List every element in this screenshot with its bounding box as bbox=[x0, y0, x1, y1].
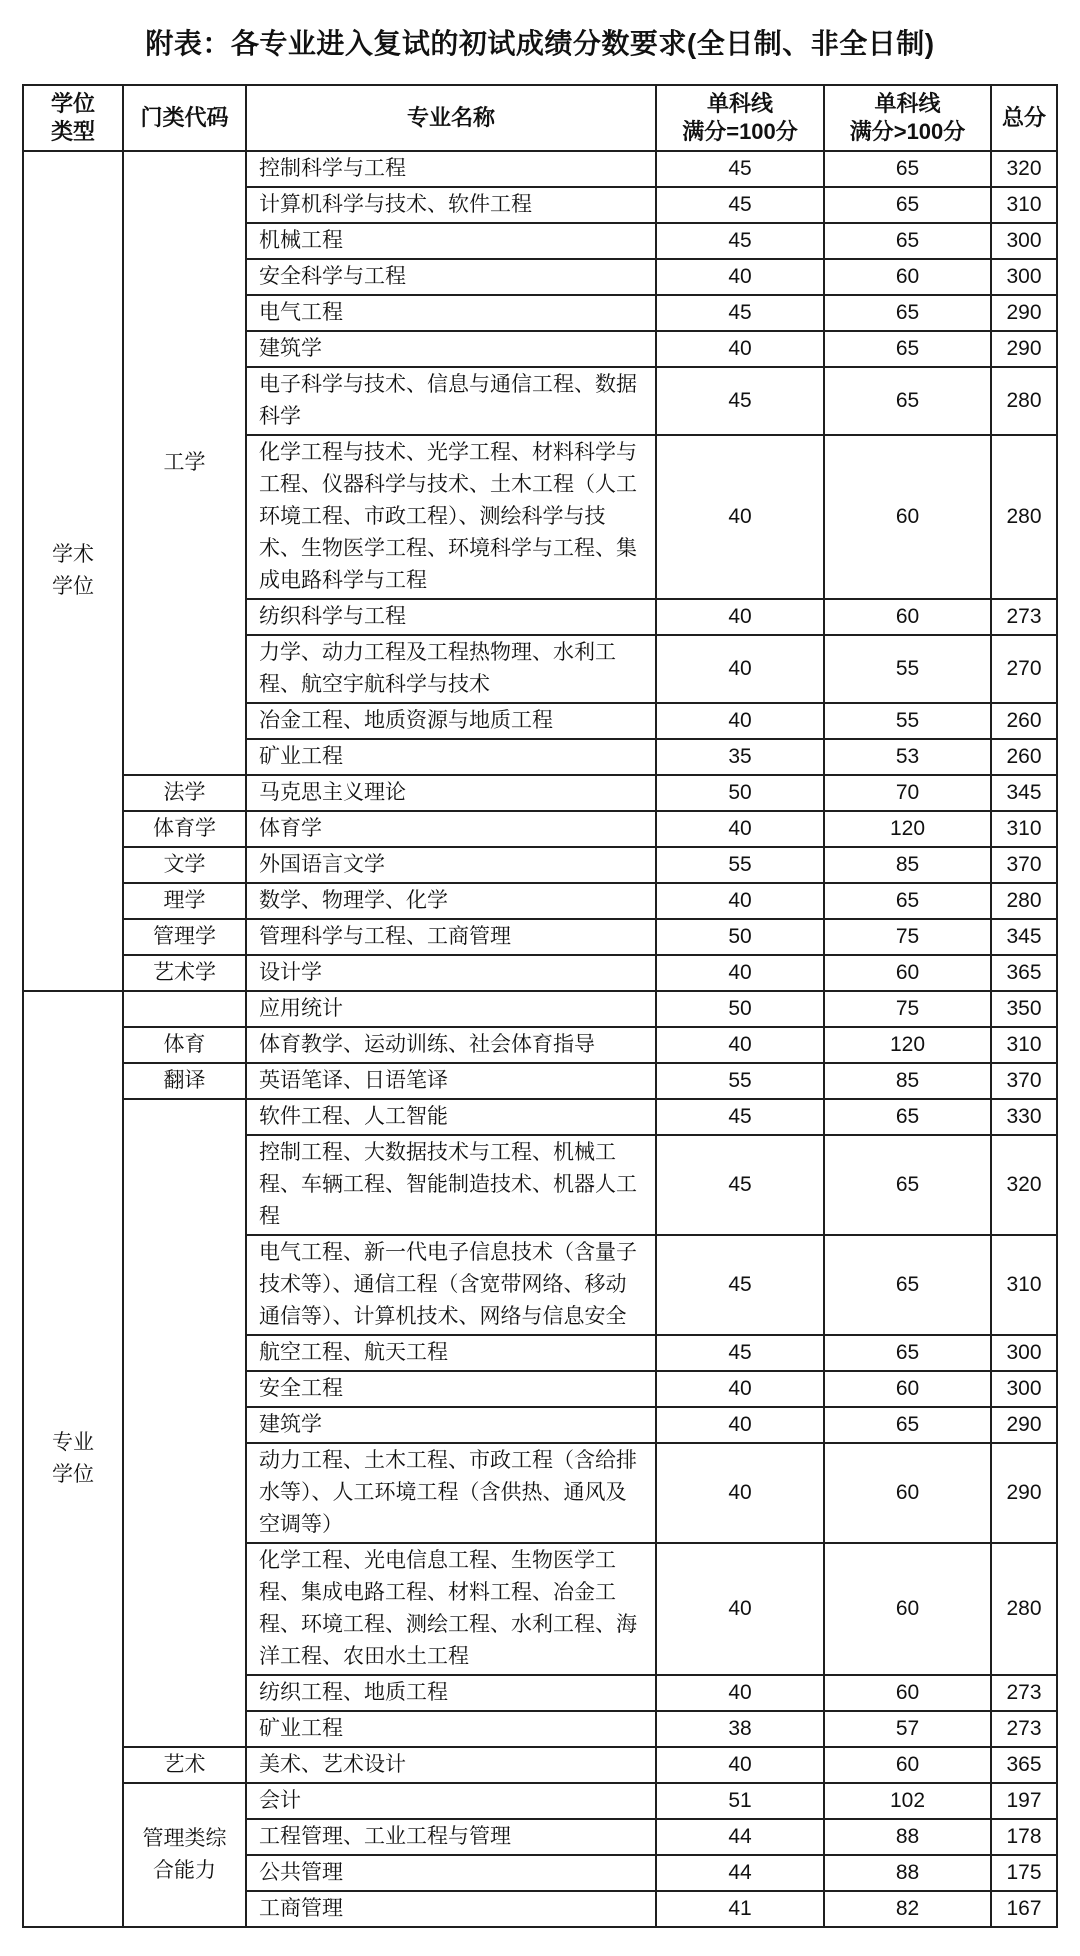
category-code-cell bbox=[123, 1783, 246, 1927]
score-max100-cell: 45 bbox=[656, 187, 824, 223]
total-score-cell: 310 bbox=[991, 1235, 1057, 1335]
score-max100-cell: 40 bbox=[656, 703, 824, 739]
table-row bbox=[23, 1027, 1057, 1063]
score-over100-cell: 65 bbox=[824, 223, 991, 259]
score-max100-cell: 55 bbox=[656, 847, 824, 883]
major-name-cell: 建筑学 bbox=[246, 1407, 656, 1443]
category-code-cell bbox=[123, 1063, 246, 1099]
major-name-cell: 矿业工程 bbox=[246, 1711, 656, 1747]
score-max100-cell: 45 bbox=[656, 151, 824, 187]
major-name-cell: 外国语言文学 bbox=[246, 847, 656, 883]
score-max100-cell: 45 bbox=[656, 223, 824, 259]
score-over100-cell: 88 bbox=[824, 1855, 991, 1891]
category-code-cell bbox=[123, 151, 246, 775]
major-name-cell: 美术、艺术设计 bbox=[246, 1747, 656, 1783]
total-score-cell: 167 bbox=[991, 1891, 1057, 1927]
total-score-cell: 290 bbox=[991, 1443, 1057, 1543]
total-score-cell: 320 bbox=[991, 151, 1057, 187]
major-name-cell: 化学工程与技术、光学工程、材料科学与工程、仪器科学与技术、土木工程（人工环境工程、市政工程）、测绘科学与技术、生物医学工程、环境科学与工程、集成电路科学与工程 bbox=[246, 435, 656, 599]
major-name-cell: 航空工程、航天工程 bbox=[246, 1335, 656, 1371]
total-score-cell: 273 bbox=[991, 1711, 1057, 1747]
category-code-cell-label: 法学 bbox=[163, 781, 206, 804]
category-code-cell-label: 工学 bbox=[163, 451, 206, 474]
score-max100-cell: 45 bbox=[656, 367, 824, 435]
score-over100-cell: 120 bbox=[824, 811, 991, 847]
score-max100-cell: 40 bbox=[656, 1543, 824, 1675]
major-name-cell: 马克思主义理论 bbox=[246, 775, 656, 811]
major-name-cell: 安全科学与工程 bbox=[246, 259, 656, 295]
major-name-cell: 矿业工程 bbox=[246, 739, 656, 775]
score-max100-cell: 44 bbox=[656, 1855, 824, 1891]
score-over100-cell: 75 bbox=[824, 919, 991, 955]
total-score-cell: 290 bbox=[991, 295, 1057, 331]
total-score-cell: 300 bbox=[991, 1335, 1057, 1371]
score-max100-cell: 45 bbox=[656, 1099, 824, 1135]
table-row bbox=[23, 1747, 1057, 1783]
major-name-cell: 工商管理 bbox=[246, 1891, 656, 1927]
score-max100-cell: 35 bbox=[656, 739, 824, 775]
header-single-line-max100 bbox=[656, 85, 824, 151]
score-over100-cell: 60 bbox=[824, 1747, 991, 1783]
score-over100-cell: 53 bbox=[824, 739, 991, 775]
score-over100-cell: 57 bbox=[824, 1711, 991, 1747]
score-max100-cell: 40 bbox=[656, 599, 824, 635]
category-code-cell bbox=[123, 1027, 246, 1063]
score-over100-cell: 65 bbox=[824, 295, 991, 331]
total-score-cell: 310 bbox=[991, 187, 1057, 223]
score-max100-cell: 45 bbox=[656, 1235, 824, 1335]
total-score-cell: 290 bbox=[991, 1407, 1057, 1443]
category-code-cell-label: 艺术 bbox=[163, 1753, 206, 1776]
score-over100-cell: 65 bbox=[824, 1407, 991, 1443]
score-max100-cell: 40 bbox=[656, 259, 824, 295]
score-max100-cell: 50 bbox=[656, 919, 824, 955]
total-score-cell: 310 bbox=[991, 1027, 1057, 1063]
major-name-cell: 电气工程、新一代电子信息技术（含量子技术等）、通信工程（含宽带网络、移动通信等）、计算机技术、网络与信息安全 bbox=[246, 1235, 656, 1335]
header-single-line-over100 bbox=[824, 85, 991, 151]
header-major-name: 专业名称 bbox=[246, 85, 656, 151]
score-max100-cell: 50 bbox=[656, 991, 824, 1027]
score-max100-cell: 40 bbox=[656, 811, 824, 847]
score-max100-cell: 40 bbox=[656, 1747, 824, 1783]
category-code-cell bbox=[123, 847, 246, 883]
score-over100-cell: 60 bbox=[824, 259, 991, 295]
total-score-cell: 300 bbox=[991, 1371, 1057, 1407]
score-over100-cell: 75 bbox=[824, 991, 991, 1027]
major-name-cell: 机械工程 bbox=[246, 223, 656, 259]
degree-type-cell-label: 学术学位 bbox=[51, 543, 94, 598]
score-max100-cell: 41 bbox=[656, 1891, 824, 1927]
major-name-cell: 设计学 bbox=[246, 955, 656, 991]
score-max100-cell: 40 bbox=[656, 1407, 824, 1443]
total-score-cell: 280 bbox=[991, 435, 1057, 599]
category-code-cell-label: 管理学 bbox=[153, 925, 216, 948]
category-code-cell bbox=[123, 775, 246, 811]
table-row bbox=[23, 955, 1057, 991]
score-table-body bbox=[23, 151, 1057, 1927]
major-name-cell: 控制工程、大数据技术与工程、机械工程、车辆工程、智能制造技术、机器人工程 bbox=[246, 1135, 656, 1235]
total-score-cell: 300 bbox=[991, 223, 1057, 259]
major-name-cell: 纺织科学与工程 bbox=[246, 599, 656, 635]
score-max100-cell: 40 bbox=[656, 1371, 824, 1407]
total-score-cell: 280 bbox=[991, 367, 1057, 435]
category-code-cell bbox=[123, 883, 246, 919]
total-score-cell: 280 bbox=[991, 883, 1057, 919]
major-name-cell: 工程管理、工业工程与管理 bbox=[246, 1819, 656, 1855]
total-score-cell: 260 bbox=[991, 703, 1057, 739]
score-over100-cell: 85 bbox=[824, 847, 991, 883]
degree-type-cell bbox=[23, 991, 123, 1927]
header-degree-type-label: 学位类型 bbox=[50, 91, 95, 144]
score-max100-cell: 40 bbox=[656, 955, 824, 991]
degree-type-cell bbox=[23, 151, 123, 991]
score-over100-cell: 55 bbox=[824, 635, 991, 703]
major-name-cell: 软件工程、人工智能 bbox=[246, 1099, 656, 1135]
total-score-cell: 300 bbox=[991, 259, 1057, 295]
table-row bbox=[23, 991, 1057, 1027]
category-code-cell-label: 文学 bbox=[163, 853, 206, 876]
major-name-cell: 公共管理 bbox=[246, 1855, 656, 1891]
category-code-cell bbox=[123, 991, 246, 1027]
header-single-line-over100-line1: 单科线 bbox=[874, 91, 941, 116]
category-code-cell-label: 理学 bbox=[163, 889, 206, 912]
header-category-code: 门类代码 bbox=[123, 85, 246, 151]
table-row bbox=[23, 811, 1057, 847]
total-score-cell: 280 bbox=[991, 1543, 1057, 1675]
score-over100-cell: 70 bbox=[824, 775, 991, 811]
score-max100-cell: 45 bbox=[656, 1335, 824, 1371]
score-max100-cell: 45 bbox=[656, 1135, 824, 1235]
major-name-cell: 冶金工程、地质资源与地质工程 bbox=[246, 703, 656, 739]
table-row bbox=[23, 151, 1057, 187]
degree-type-cell-label: 专业学位 bbox=[51, 1431, 94, 1486]
score-over100-cell: 65 bbox=[824, 883, 991, 919]
category-code-cell bbox=[123, 811, 246, 847]
score-max100-cell: 51 bbox=[656, 1783, 824, 1819]
major-name-cell: 体育学 bbox=[246, 811, 656, 847]
score-over100-cell: 65 bbox=[824, 1235, 991, 1335]
total-score-cell: 330 bbox=[991, 1099, 1057, 1135]
total-score-cell: 345 bbox=[991, 919, 1057, 955]
major-name-cell: 体育教学、运动训练、社会体育指导 bbox=[246, 1027, 656, 1063]
total-score-cell: 365 bbox=[991, 1747, 1057, 1783]
major-name-cell: 动力工程、土木工程、市政工程（含给排水等）、人工环境工程（含供热、通风及空调等） bbox=[246, 1443, 656, 1543]
score-over100-cell: 60 bbox=[824, 1371, 991, 1407]
major-name-cell: 控制科学与工程 bbox=[246, 151, 656, 187]
category-code-cell bbox=[123, 1747, 246, 1783]
score-over100-cell: 102 bbox=[824, 1783, 991, 1819]
header-total-score: 总分 bbox=[991, 85, 1057, 151]
table-row bbox=[23, 1099, 1057, 1135]
score-over100-cell: 55 bbox=[824, 703, 991, 739]
table-row bbox=[23, 883, 1057, 919]
score-max100-cell: 40 bbox=[656, 331, 824, 367]
score-over100-cell: 60 bbox=[824, 1543, 991, 1675]
major-name-cell: 数学、物理学、化学 bbox=[246, 883, 656, 919]
total-score-cell: 345 bbox=[991, 775, 1057, 811]
table-row bbox=[23, 1063, 1057, 1099]
total-score-cell: 370 bbox=[991, 1063, 1057, 1099]
score-over100-cell: 65 bbox=[824, 187, 991, 223]
total-score-cell: 370 bbox=[991, 847, 1057, 883]
major-name-cell: 应用统计 bbox=[246, 991, 656, 1027]
score-over100-cell: 85 bbox=[824, 1063, 991, 1099]
category-code-cell bbox=[123, 955, 246, 991]
header-single-line-max100-line1: 单科线 bbox=[706, 91, 773, 116]
total-score-cell: 273 bbox=[991, 599, 1057, 635]
category-code-cell-label: 翻译 bbox=[163, 1069, 206, 1092]
major-name-cell: 安全工程 bbox=[246, 1371, 656, 1407]
score-max100-cell: 55 bbox=[656, 1063, 824, 1099]
total-score-cell: 365 bbox=[991, 955, 1057, 991]
major-name-cell: 会计 bbox=[246, 1783, 656, 1819]
page-title: 附表：各专业进入复试的初试成绩分数要求(全日制、非全日制) bbox=[145, 28, 935, 59]
score-over100-cell: 60 bbox=[824, 1443, 991, 1543]
major-name-cell: 英语笔译、日语笔译 bbox=[246, 1063, 656, 1099]
table-row bbox=[23, 847, 1057, 883]
score-over100-cell: 65 bbox=[824, 1335, 991, 1371]
category-code-cell-label: 管理类综合能力 bbox=[142, 1827, 227, 1882]
total-score-cell: 175 bbox=[991, 1855, 1057, 1891]
score-max100-cell: 40 bbox=[656, 635, 824, 703]
score-over100-cell: 60 bbox=[824, 435, 991, 599]
category-code-cell bbox=[123, 1099, 246, 1747]
header-single-line-over100-line2: 满分>100分 bbox=[849, 119, 966, 144]
total-score-cell: 310 bbox=[991, 811, 1057, 847]
table-row bbox=[23, 775, 1057, 811]
total-score-cell: 197 bbox=[991, 1783, 1057, 1819]
header-degree-type bbox=[23, 85, 123, 151]
table-row bbox=[23, 1783, 1057, 1819]
major-name-cell: 建筑学 bbox=[246, 331, 656, 367]
category-code-cell bbox=[123, 919, 246, 955]
score-max100-cell: 40 bbox=[656, 1443, 824, 1543]
score-over100-cell: 65 bbox=[824, 151, 991, 187]
total-score-cell: 320 bbox=[991, 1135, 1057, 1235]
score-over100-cell: 120 bbox=[824, 1027, 991, 1063]
score-max100-cell: 44 bbox=[656, 1819, 824, 1855]
score-over100-cell: 65 bbox=[824, 367, 991, 435]
score-max100-cell: 40 bbox=[656, 883, 824, 919]
table-header bbox=[23, 85, 1057, 151]
major-name-cell: 力学、动力工程及工程热物理、水利工程、航空宇航科学与技术 bbox=[246, 635, 656, 703]
total-score-cell: 290 bbox=[991, 331, 1057, 367]
category-code-cell-label: 体育学 bbox=[153, 817, 216, 840]
score-over100-cell: 65 bbox=[824, 331, 991, 367]
table-row bbox=[23, 919, 1057, 955]
major-name-cell: 电子科学与技术、信息与通信工程、数据科学 bbox=[246, 367, 656, 435]
score-over100-cell: 65 bbox=[824, 1135, 991, 1235]
total-score-cell: 270 bbox=[991, 635, 1057, 703]
score-over100-cell: 60 bbox=[824, 955, 991, 991]
score-max100-cell: 40 bbox=[656, 1675, 824, 1711]
score-max100-cell: 50 bbox=[656, 775, 824, 811]
category-code-cell-label: 体育 bbox=[163, 1033, 206, 1056]
header-single-line-max100-line2: 满分=100分 bbox=[682, 119, 798, 144]
score-max100-cell: 45 bbox=[656, 295, 824, 331]
total-score-cell: 260 bbox=[991, 739, 1057, 775]
major-name-cell: 管理科学与工程、工商管理 bbox=[246, 919, 656, 955]
header-row bbox=[23, 85, 1057, 151]
score-max100-cell: 40 bbox=[656, 435, 824, 599]
category-code-cell-label: 艺术学 bbox=[153, 961, 216, 984]
major-name-cell: 计算机科学与技术、软件工程 bbox=[246, 187, 656, 223]
total-score-cell: 273 bbox=[991, 1675, 1057, 1711]
score-max100-cell: 38 bbox=[656, 1711, 824, 1747]
total-score-cell: 178 bbox=[991, 1819, 1057, 1855]
score-over100-cell: 60 bbox=[824, 599, 991, 635]
total-score-cell: 350 bbox=[991, 991, 1057, 1027]
score-over100-cell: 65 bbox=[824, 1099, 991, 1135]
score-over100-cell: 88 bbox=[824, 1819, 991, 1855]
score-over100-cell: 82 bbox=[824, 1891, 991, 1927]
score-max100-cell: 40 bbox=[656, 1027, 824, 1063]
major-name-cell: 化学工程、光电信息工程、生物医学工程、集成电路工程、材料工程、冶金工程、环境工程、测绘工程、水利工程、海洋工程、农田水土工程 bbox=[246, 1543, 656, 1675]
score-over100-cell: 60 bbox=[824, 1675, 991, 1711]
major-name-cell: 电气工程 bbox=[246, 295, 656, 331]
score-table bbox=[22, 84, 1058, 1928]
major-name-cell: 纺织工程、地质工程 bbox=[246, 1675, 656, 1711]
